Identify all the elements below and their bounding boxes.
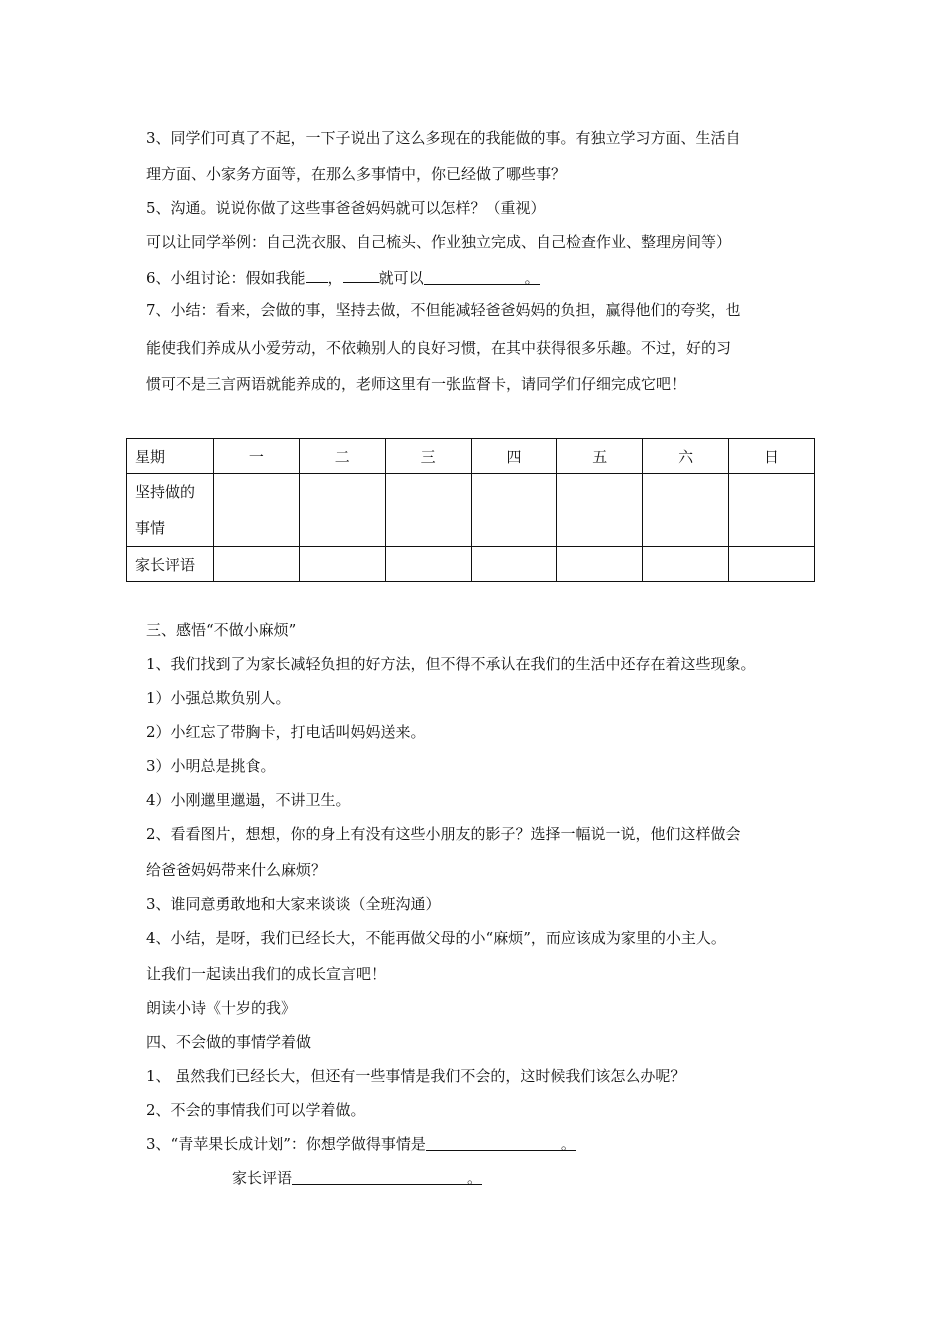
day-cell-fri: 五 (557, 439, 643, 474)
paragraph-6 (146, 266, 540, 288)
fill-blank-2[interactable] (343, 266, 379, 283)
parent-comment-blank[interactable] (292, 1168, 482, 1185)
section-3-paragraph-1: 1、我们找到了为家长减轻负担的好方法，但不得不承认在我们的生活中还存在着这些现象。 (146, 655, 756, 673)
plan-fill-blank[interactable] (426, 1134, 576, 1151)
section-4-paragraph-1: 1、 虽然我们已经长大，但还有一些事情是我们不会的，这时候我们该怎么办呢？ (146, 1067, 686, 1085)
parent-end-mark: 。 (467, 1169, 483, 1187)
persist-tasks-label-cell (127, 474, 214, 547)
persist-label-a: 坚持做的 (135, 483, 196, 501)
p6-end-mark: 。 (524, 269, 540, 287)
list-item: 4）小刚邋里邋遢，不讲卫生。 (146, 791, 351, 809)
task-cell[interactable] (643, 474, 729, 547)
day-cell-mon: 一 (214, 439, 300, 474)
section-4-heading: 四、不会做的事情学着做 (146, 1033, 312, 1051)
parent-comment-line (232, 1168, 482, 1188)
comment-cell[interactable] (729, 547, 815, 582)
plan-text: 3、“青苹果长成计划”：你想学做得事情是 (146, 1135, 426, 1153)
fill-blank-1[interactable] (306, 266, 328, 283)
p6-text-c: 就可以 (378, 269, 424, 287)
parent-comment-label: 家长评语 (232, 1169, 293, 1187)
comment-cell[interactable] (557, 547, 643, 582)
paragraph-5-example: 可以让同学举例：自己洗衣服、自己梳头、作业独立完成、自己检查作业、整理房间等） (146, 233, 732, 251)
table-row-header (127, 439, 815, 474)
parent-comment-label-cell: 家长评语 (127, 547, 214, 582)
task-cell[interactable] (214, 474, 300, 547)
paragraph-7-line-1: 7、小结：看来，会做的事，坚持去做，不但能减轻爸爸妈妈的负担，赢得他们的夸奖，也 (146, 301, 741, 319)
task-cell[interactable] (729, 474, 815, 547)
comment-cell[interactable] (299, 547, 385, 582)
fill-blank-3[interactable] (424, 268, 540, 285)
poem-reading: 朗读小诗《十岁的我》 (146, 999, 297, 1017)
comment-cell[interactable] (471, 547, 557, 582)
task-cell[interactable] (299, 474, 385, 547)
list-item: 1）小强总欺负别人。 (146, 689, 291, 707)
day-cell-wed: 三 (385, 439, 471, 474)
section-3-paragraph-3: 3、谁同意勇敢地和大家来谈谈（全班沟通） (146, 895, 441, 913)
section-3-paragraph-4: 4、小结，是呀，我们已经长大，不能再做父母的小“麻烦”，而应该成为家里的小主人。 (146, 929, 726, 947)
day-cell-sat: 六 (643, 439, 729, 474)
day-cell-sun: 日 (729, 439, 815, 474)
paragraph-3-line-2: 理方面、小家务方面等，在那么多事情中，你已经做了哪些事？ (146, 165, 567, 183)
day-cell-tue: 二 (299, 439, 385, 474)
section-3-heading: 三、感悟“不做小麻烦” (146, 621, 297, 639)
p6-text-b: ， (327, 269, 343, 287)
paragraph-3-line-1: 3、同学们可真了不起，一下子说出了这么多现在的我能做的事。有独立学习方面、生活自 (146, 129, 741, 147)
header-label-cell: 星期 (127, 439, 214, 474)
task-cell[interactable] (385, 474, 471, 547)
comment-cell[interactable] (643, 547, 729, 582)
task-cell[interactable] (557, 474, 643, 547)
table-row-parent-comment (127, 547, 815, 582)
persist-label-b: 事情 (135, 519, 166, 537)
section-3-paragraph-2-line-2: 给爸爸妈妈带来什么麻烦？ (146, 861, 327, 879)
comment-cell[interactable] (385, 547, 471, 582)
paragraph-5: 5、沟通。说说你做了这些事爸爸妈妈就可以怎样？（重视） (146, 199, 546, 217)
task-cell[interactable] (471, 474, 557, 547)
section-3-paragraph-4-cont: 让我们一起读出我们的成长宣言吧！ (146, 965, 387, 983)
paragraph-7-line-3: 惯可不是三言两语就能养成的，老师这里有一张监督卡，请同学们仔细完成它吧！ (146, 375, 687, 393)
section-4-paragraph-2: 2、不会的事情我们可以学着做。 (146, 1101, 366, 1119)
section-3-paragraph-2-line-1: 2、看看图片，想想，你的身上有没有这些小朋友的影子？选择一幅说一说，他们这样做会 (146, 825, 741, 843)
p6-text-a: 6、小组讨论：假如我能 (146, 269, 306, 287)
table-row-persist-tasks (127, 474, 815, 547)
comment-cell[interactable] (214, 547, 300, 582)
plan-end-mark: 。 (560, 1135, 576, 1153)
supervision-card-table (126, 438, 815, 582)
list-item: 2）小红忘了带胸卡，打电话叫妈妈送来。 (146, 723, 426, 741)
day-cell-thu: 四 (471, 439, 557, 474)
section-4-paragraph-3 (146, 1134, 576, 1154)
list-item: 3）小明总是挑食。 (146, 757, 276, 775)
paragraph-7-line-2: 能使我们养成从小爱劳动，不依赖别人的良好习惯，在其中获得很多乐趣。不过，好的习 (146, 339, 732, 357)
